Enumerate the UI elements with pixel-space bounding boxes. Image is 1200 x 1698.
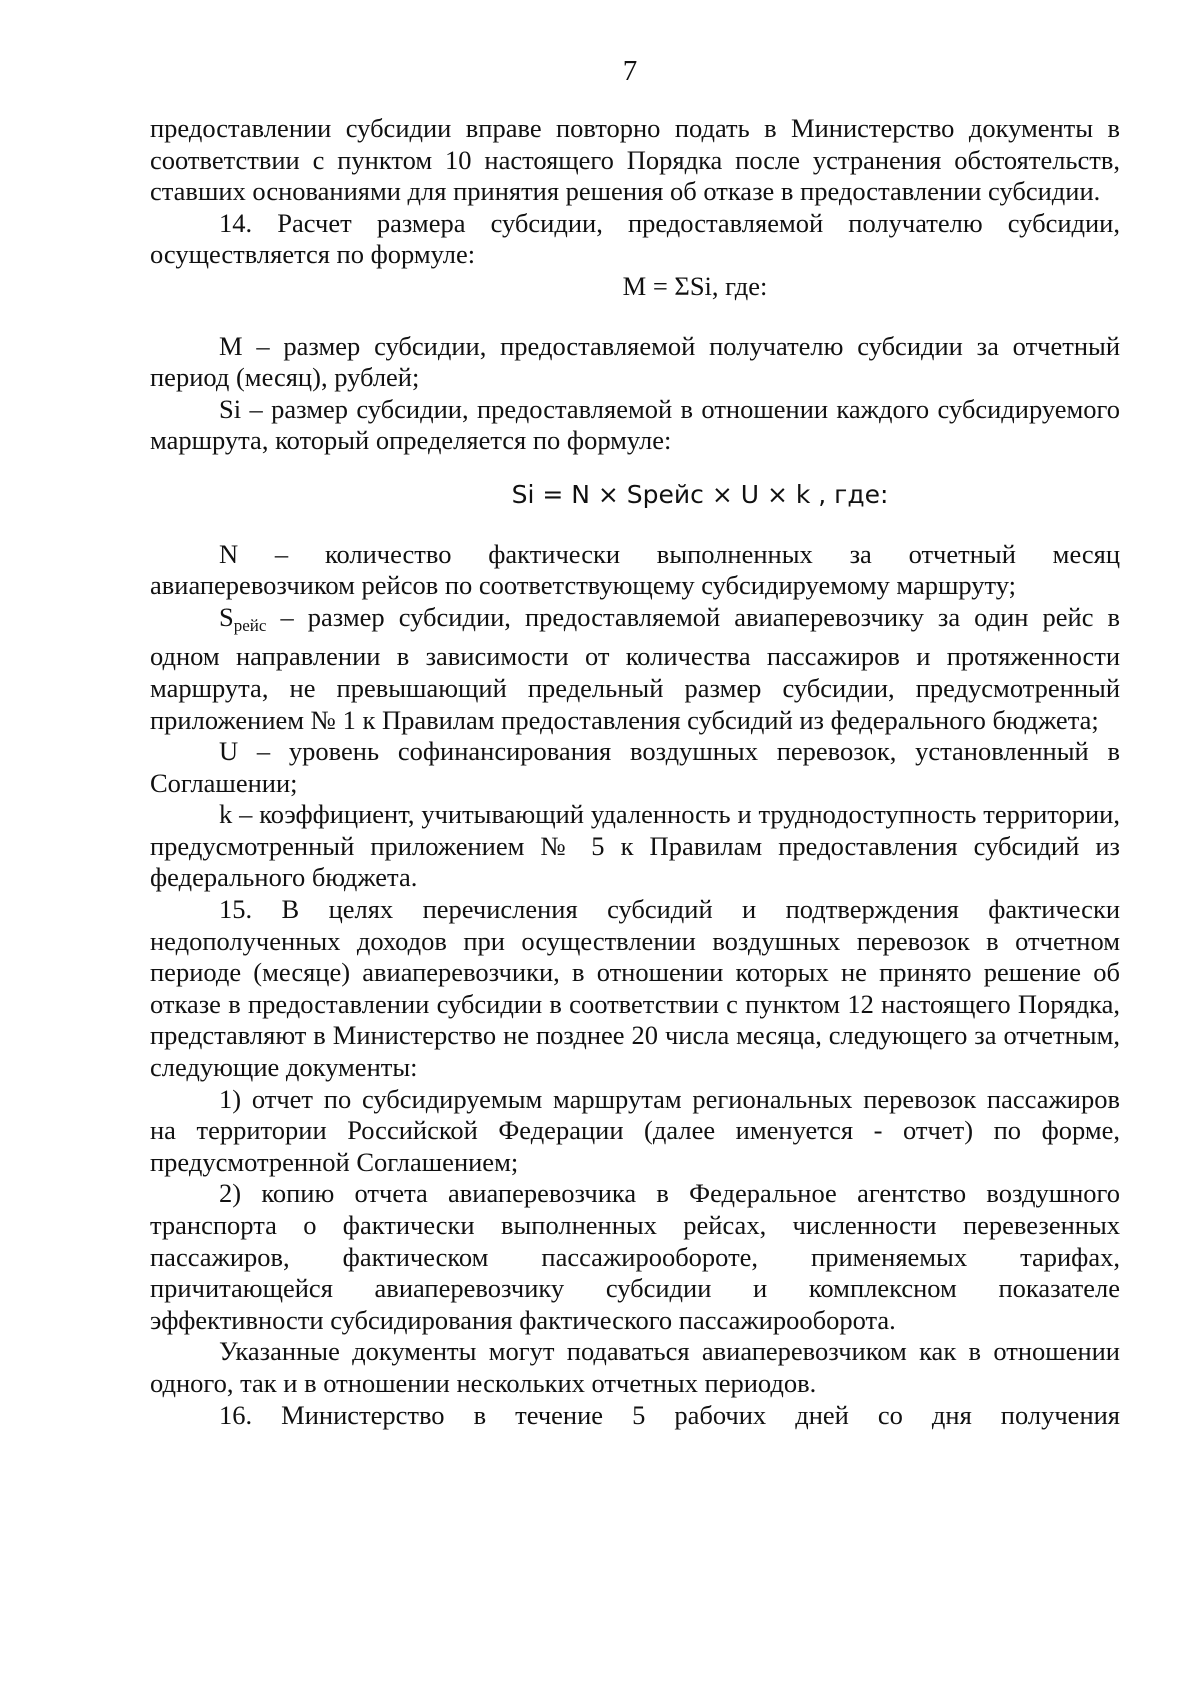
formula-m: M = ΣSi, где:	[622, 270, 768, 301]
definition-s-reis-text: – размер субсидии, предоставляемой авиаперевозчику за один рейс в одном направлении в зависимости от количества пассажиров и протяженности маршрута, не превышающий предельный размер субсидии, предусмотренный приложением № 1 к Правилам предоставления субсидий из федерального бюджета;	[150, 601, 1121, 735]
page-number: 7	[622, 55, 638, 87]
list-item-1: 1) отчет по субсидируемым маршрутам региональных перевозок пассажиров на территории Российской Федерации (далее именуется - отчет) по форме, предусмотренной Соглашением;	[150, 1083, 1120, 1177]
formula-si: Si = N × Sрейс × U × k , где:	[511, 479, 889, 509]
definition-si: Si – размер субсидии, предоставляемой в отношении каждого субсидируемого маршрута, который определяется по формуле:	[150, 393, 1120, 456]
paragraph-note: Указанные документы могут подаваться авиаперевозчиком как в отношении одного, так и в отношении нескольких отчетных периодов.	[150, 1336, 1120, 1398]
paragraph-16: 16. Министерство в течение 5 рабочих дней со дня получения	[219, 1399, 1120, 1430]
definition-k: k – коэффициент, учитывающий удаленность и труднодоступность территории, предусмотренный приложением № 5 к Правилам предоставления субсидий из федерального бюджета.	[150, 799, 1120, 893]
s-reis-symbol: $S_{рейс}$	[219, 601, 267, 635]
paragraph: предоставлении субсидии вправе повторно подать в Министерство документы в соответствии с пунктом 10 настоящего Порядка после устранения обстоятельств, ставших основаниями для принятия решения об отказе в предоставлении субсидии.	[150, 113, 1120, 207]
definition-m: M – размер субсидии, предоставляемой получателю субсидии за отчетный период (месяц), рублей;	[150, 330, 1120, 393]
definition-u: U – уровень софинансирования воздушных перевозок, установленный в Соглашении;	[150, 736, 1120, 798]
paragraph-15: 15. В целях перечисления субсидий и подтверждения фактически недополученных доходов при осуществлении воздушных перевозок в отчетном периоде (месяце) авиаперевозчики, в отношении которых не принято решение об отказе в предоставлении субсидии в соответствии с пунктом 12 настоящего Порядка, представляют в Министерство не позднее 20 числа месяца, следующего за отчетным, следующие документы:	[150, 894, 1120, 1083]
definition-s-reis	[150, 602, 1120, 736]
list-item-2: 2) копию отчета авиаперевозчика в Федеральное агентство воздушного транспорта о фактически выполненных рейсах, численности перевезенных пассажиров, фактическом пассажирообороте, применяемых тарифах, причитающейся авиаперевозчику субсидии и комплексном показателе эффективности субсидирования фактического пассажирооборота.	[150, 1178, 1120, 1335]
definition-n: N – количество фактически выполненных за отчетный месяц авиаперевозчиком рейсов по соответствующему субсидируемому маршруту;	[150, 538, 1120, 601]
document-body	[150, 113, 1120, 1431]
paragraph-14: 14. Расчет размера субсидии, предоставляемой получателю субсидии, осуществляется по формуле:	[150, 207, 1120, 270]
